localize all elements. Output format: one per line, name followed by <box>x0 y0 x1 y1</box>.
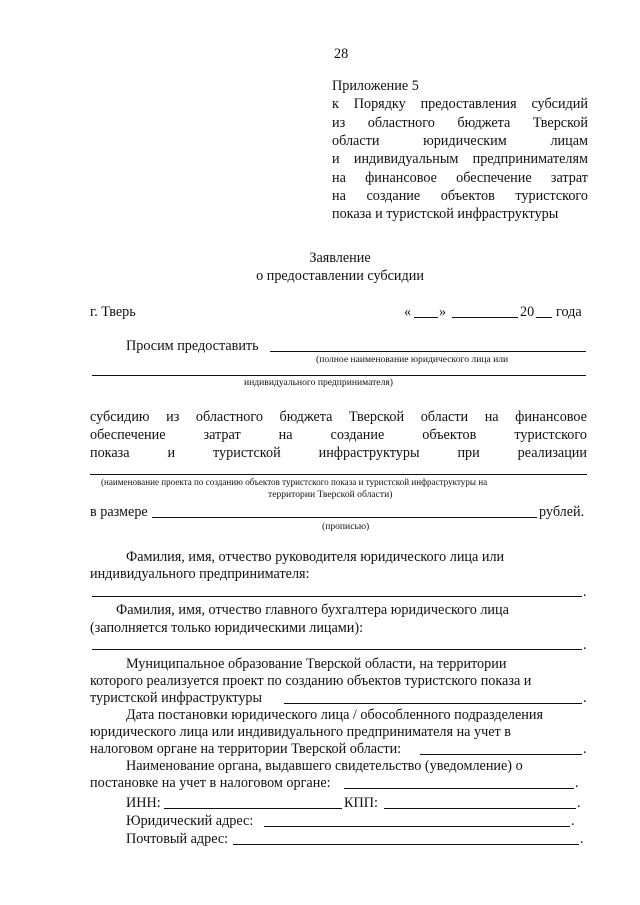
word: субсидию <box>90 409 150 425</box>
applicant-name-field-2[interactable] <box>92 375 586 376</box>
word: туристской <box>213 445 281 461</box>
amount-suffix: рублей. <box>539 504 585 520</box>
subsidy-line <box>90 445 587 461</box>
accountant-field[interactable] <box>92 649 582 650</box>
terminator: . <box>580 831 584 847</box>
terminator: . <box>571 813 575 829</box>
issuing-organ-label-2: постановке на учет в налоговом органе: <box>90 775 331 791</box>
terminator: . <box>583 690 587 706</box>
word: предоставления <box>420 96 517 112</box>
word: субсидий <box>531 96 588 112</box>
tax-registration-label: Дата постановки юридического лица / обособленного подразделения <box>126 707 544 723</box>
word: из <box>166 409 180 425</box>
issuing-organ-field[interactable] <box>344 788 574 789</box>
word: туристского <box>515 188 588 204</box>
word: на <box>484 409 499 425</box>
inn-label: ИНН: <box>126 795 161 811</box>
word: области <box>420 409 469 425</box>
word: на <box>278 427 293 443</box>
word: затрат <box>203 427 241 443</box>
terminator: . <box>583 584 587 600</box>
word: туристского <box>514 427 587 443</box>
word: областного <box>195 409 263 425</box>
municipality-label-2: которого реализуется проект по созданию объектов туристского показа и <box>90 673 532 689</box>
word: бюджета <box>457 115 511 131</box>
postal-address-field[interactable] <box>233 844 579 845</box>
word: юридическим <box>423 133 507 149</box>
document-title: Заявление <box>309 250 371 266</box>
municipality-field[interactable] <box>284 703 582 704</box>
project-hint-2: территории Тверской области) <box>268 489 393 500</box>
appendix-line <box>332 133 588 149</box>
city: г. Тверь <box>90 304 136 320</box>
terminator: . <box>575 775 579 791</box>
word: на <box>332 188 346 204</box>
municipality-label-3: туристской инфраструктуры <box>90 690 263 706</box>
project-hint-1: (наименование проекта по созданию объектов туристского показа и туристской инфраструктуры на <box>101 477 488 487</box>
date-month-field[interactable] <box>452 317 518 318</box>
word: обеспечение <box>90 427 166 443</box>
director-field[interactable] <box>92 596 582 597</box>
date-year-suffix: года <box>556 304 582 320</box>
terminator: . <box>577 795 581 811</box>
word: областного <box>367 115 435 131</box>
terminator: . <box>583 741 587 757</box>
word: Порядку <box>353 96 406 112</box>
inn-field[interactable] <box>164 808 342 809</box>
word: реализации <box>517 445 587 461</box>
word: индивидуальным <box>353 151 459 167</box>
amount-hint: (прописью) <box>322 521 370 532</box>
appendix-line <box>332 151 588 167</box>
document-subtitle: о предоставлении субсидии <box>256 268 424 284</box>
word: затрат <box>550 170 588 186</box>
word: из <box>332 115 346 131</box>
legal-address-field[interactable] <box>264 826 570 827</box>
legal-address-label: Юридический адрес: <box>126 813 254 829</box>
word: при <box>457 445 480 461</box>
word: и <box>332 151 340 167</box>
director-label-2: индивидуального предпринимателя: <box>90 566 310 582</box>
word: области <box>332 133 380 149</box>
terminator: . <box>583 637 587 653</box>
amount-label: в размере <box>90 504 148 520</box>
word: бюджета <box>279 409 333 425</box>
date-year-prefix: 20 <box>520 304 535 320</box>
project-name-field[interactable] <box>90 474 587 475</box>
word: Тверской <box>532 115 588 131</box>
word: Тверской <box>349 409 405 425</box>
tax-registration-label-2: юридического лица или индивидуального предпринимателя на учет в <box>90 724 511 740</box>
word: показа <box>90 445 130 461</box>
appendix-line <box>332 188 588 204</box>
word: и <box>167 445 176 461</box>
appendix-line <box>332 96 588 112</box>
subsidy-line <box>90 427 587 443</box>
word: объектов <box>440 188 495 204</box>
word: инфраструктуры <box>318 445 420 461</box>
date-day-open: « <box>404 304 412 320</box>
appendix-title: Приложение 5 <box>332 78 419 94</box>
word: предпринимателям <box>472 151 588 167</box>
issuing-organ-label: Наименование органа, выдавшего свидетельство (уведомление) о <box>126 758 523 774</box>
kpp-label: КПП: <box>344 795 378 811</box>
request-label: Просим предоставить <box>126 338 259 354</box>
municipality-label: Муниципальное образование Тверской области, на территории <box>126 656 507 672</box>
kpp-field[interactable] <box>384 808 576 809</box>
accountant-label-2: (заполняется только юридическими лицами): <box>90 620 364 636</box>
page-number: 28 <box>334 46 349 62</box>
word: создание <box>330 427 385 443</box>
applicant-hint-1: (полное наименование юридического лица или <box>316 354 509 365</box>
postal-address-label: Почтовый адрес: <box>126 831 229 847</box>
appendix-last-line: показа и туристской инфраструктуры <box>332 206 559 222</box>
applicant-name-field[interactable] <box>270 351 586 352</box>
word: к <box>332 96 339 112</box>
director-label: Фамилия, имя, отчество руководителя юридического лица или <box>126 549 505 565</box>
word: финансовое <box>365 170 437 186</box>
word: на <box>332 170 346 186</box>
word: объектов <box>422 427 477 443</box>
date-day-field[interactable] <box>414 317 438 318</box>
tax-registration-field[interactable] <box>420 754 582 755</box>
appendix-line <box>332 115 588 131</box>
tax-registration-label-3: налоговом органе на территории Тверской области: <box>90 741 402 757</box>
date-day-close: » <box>439 304 447 320</box>
applicant-hint-2: индивидуального предпринимателя) <box>244 377 393 388</box>
word: лицам <box>550 133 588 149</box>
word: финансовое <box>515 409 587 425</box>
accountant-label: Фамилия, имя, отчество главного бухгалтера юридического лица <box>116 602 509 618</box>
amount-field[interactable] <box>152 517 537 518</box>
date-year-field[interactable] <box>536 317 552 318</box>
word: создание <box>366 188 421 204</box>
appendix-line <box>332 170 588 186</box>
word: обеспечение <box>456 170 532 186</box>
subsidy-line <box>90 409 587 425</box>
